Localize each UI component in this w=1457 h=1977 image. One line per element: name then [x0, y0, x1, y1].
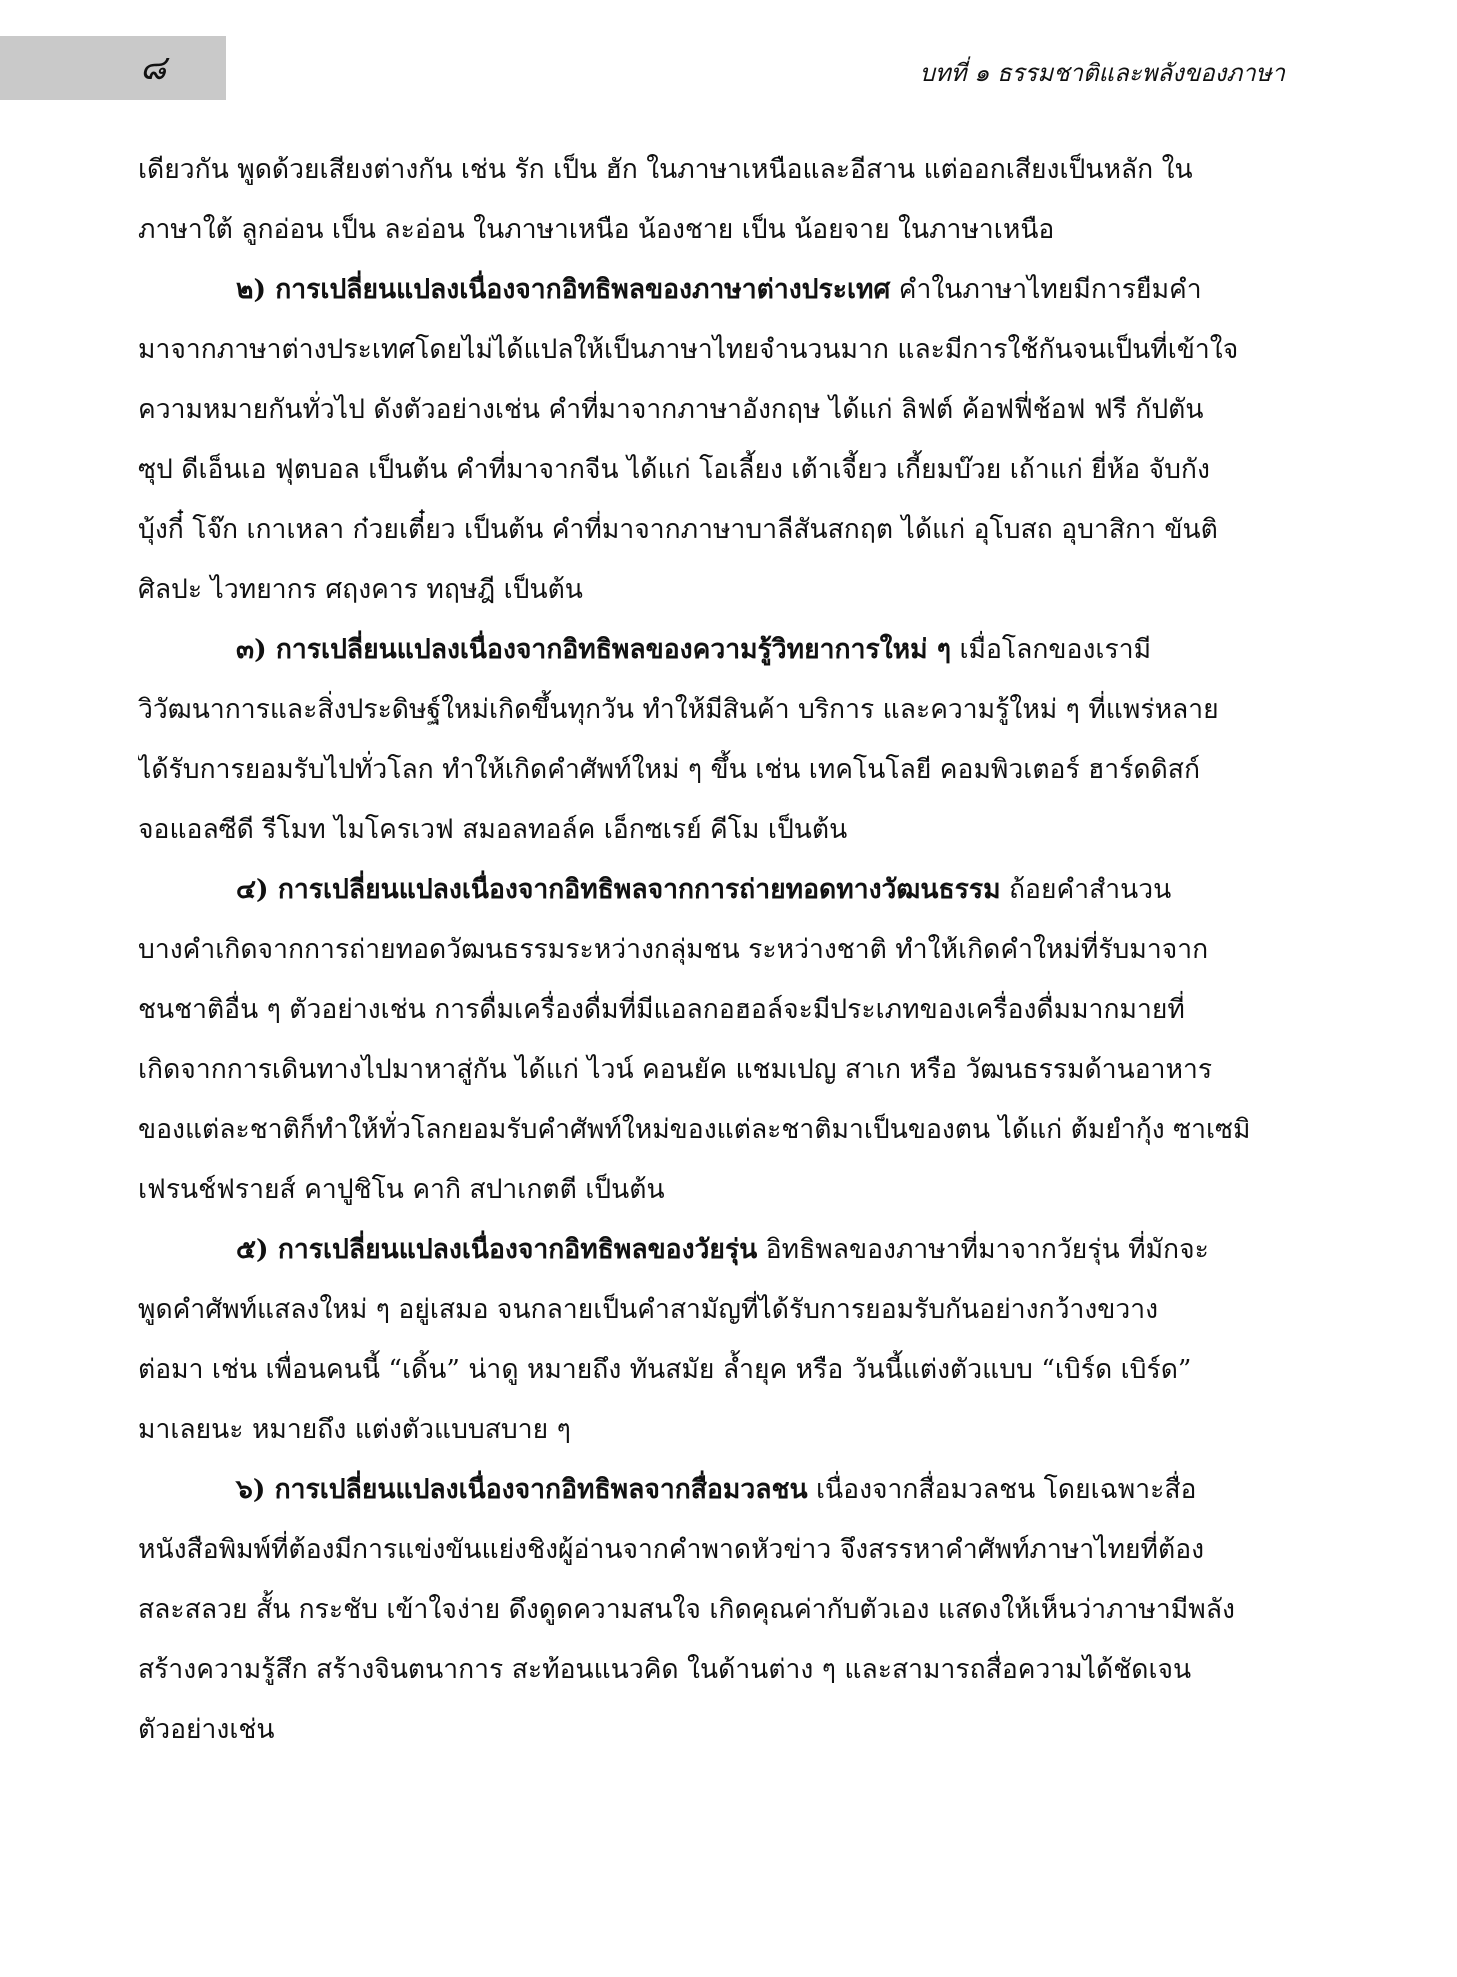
section-heading: ๖) การเปลี่ยนแปลงเนื่องจากอิทธิพลจากสื่อมวลชน	[236, 1474, 808, 1505]
page-number: ๘	[140, 48, 167, 88]
line-text: ภาษาใต้ ลูกอ่อน เป็น ละอ่อน ในภาษาเหนือ น้องชาย เป็น น้อยจาย ในภาษาเหนือ	[138, 214, 1055, 245]
text-line	[138, 680, 1282, 740]
text-line	[138, 200, 1282, 260]
line-text: เนื่องจากสื่อมวลชน โดยเฉพาะสื่อ	[807, 1474, 1197, 1505]
text-line	[138, 1040, 1282, 1100]
text-line	[138, 980, 1282, 1040]
page-number-box	[0, 36, 226, 100]
line-text: ต่อมา เช่น เพื่อนคนนี้ “เดิ้น” น่าดู หมายถึง ทันสมัย ล้ำยุค หรือ วันนี้แต่งตัวแบบ “เบิร์ด เบิร์ด”	[138, 1354, 1192, 1385]
line-text: สร้างความรู้สึก สร้างจินตนาการ สะท้อนแนวคิด ในด้านต่าง ๆ และสามารถสื่อความได้ชัดเจน	[138, 1654, 1192, 1685]
text-line	[138, 140, 1282, 200]
line-text: คำในภาษาไทยมีการยืมคำ	[890, 274, 1202, 305]
line-text: สละสลวย สั้น กระชับ เข้าใจง่าย ดึงดูดความสนใจ เกิดคุณค่ากับตัวเอง แสดงให้เห็นว่าภาษามีพลัง	[138, 1594, 1235, 1625]
text-line	[138, 1100, 1282, 1160]
text-line	[138, 860, 1282, 920]
text-line	[138, 380, 1282, 440]
line-text: จอแอลซีดี รีโมท ไมโครเวฟ สมอลทอล์ค เอ็กซเรย์ คีโม เป็นต้น	[138, 814, 848, 845]
text-line	[138, 740, 1282, 800]
line-text: วิวัฒนาการและสิ่งประดิษฐ์ใหม่เกิดขึ้นทุกวัน ทำให้มีสินค้า บริการ และความรู้ใหม่ ๆ ที่แพร่หลาย	[138, 694, 1219, 725]
line-text: เมื่อโลกของเรามี	[951, 634, 1152, 665]
text-line	[138, 500, 1282, 560]
line-text: เดียวกัน พูดด้วยเสียงต่างกัน เช่น รัก เป็น ฮัก ในภาษาเหนือและอีสาน แต่ออกเสียงเป็นหลัก ใน	[138, 154, 1193, 185]
text-line	[138, 1460, 1282, 1520]
text-line	[138, 800, 1282, 860]
text-line	[138, 1580, 1282, 1640]
text-line	[138, 1640, 1282, 1700]
line-text: ของแต่ละชาติก็ทำให้ทั่วโลกยอมรับคำศัพท์ใหม่ของแต่ละชาติมาเป็นของตน ได้แก่ ต้มยำกุ้ง ซาเซมิ	[138, 1114, 1251, 1145]
line-text: ได้รับการยอมรับไปทั่วโลก ทำให้เกิดคำศัพท์ใหม่ ๆ ขึ้น เช่น เทคโนโลยี คอมพิวเตอร์ ฮาร์ดดิสก์	[138, 754, 1201, 785]
section-heading: ๕) การเปลี่ยนแปลงเนื่องจากอิทธิพลของวัยรุ่น	[236, 1234, 758, 1265]
line-text: มาเลยนะ หมายถึง แต่งตัวแบบสบาย ๆ	[138, 1414, 571, 1445]
running-header: บทที่ ๑ ธรรมชาติและพลังของภาษา	[919, 59, 1285, 87]
line-text: ซุป ดีเอ็นเอ ฟุตบอล เป็นต้น คำที่มาจากจีน ได้แก่ โอเลี้ยง เต้าเจี้ยว เกี้ยมบ๊วย เถ้าแก่ ยี่ห้อ จับกัง	[138, 454, 1210, 485]
text-line	[138, 440, 1282, 500]
text-line	[138, 920, 1282, 980]
section-heading: ๒) การเปลี่ยนแปลงเนื่องจากอิทธิพลของภาษาต่างประเทศ	[236, 274, 891, 305]
section-heading: ๓) การเปลี่ยนแปลงเนื่องจากอิทธิพลของความรู้วิทยาการใหม่ ๆ	[236, 634, 952, 665]
text-line	[138, 1160, 1282, 1220]
text-line	[138, 1340, 1282, 1400]
text-line	[138, 1520, 1282, 1580]
line-text: ความหมายกันทั่วไป ดังตัวอย่างเช่น คำที่มาจากภาษาอังกฤษ ได้แก่ ลิฟต์ ค้อฟฟี่ช้อฟ ฟรี กัปตัน	[138, 394, 1204, 425]
line-text: พูดคำศัพท์แสลงใหม่ ๆ อยู่เสมอ จนกลายเป็นคำสามัญที่ได้รับการยอมรับกันอย่างกว้างขวาง	[138, 1294, 1159, 1325]
text-line	[138, 1400, 1282, 1460]
line-text: อิทธิพลของภาษาที่มาจากวัยรุ่น ที่มักจะ	[757, 1234, 1209, 1265]
text-line	[138, 320, 1282, 380]
line-text: ชนชาติอื่น ๆ ตัวอย่างเช่น การดื่มเครื่องดื่มที่มีแอลกอฮอล์จะมีประเภทของเครื่องดื่มมากมายที่	[138, 994, 1185, 1025]
line-text: ศิลปะ ไวทยากร ศฤงคาร ทฤษฎี เป็นต้น	[138, 574, 583, 605]
text-line	[138, 1220, 1282, 1280]
line-text: หนังสือพิมพ์ที่ต้องมีการแข่งขันแย่งชิงผู้อ่านจากคำพาดหัวข่าว จึงสรรหาคำศัพท์ภาษาไทยที่ต้อง	[138, 1534, 1205, 1565]
line-text: มาจากภาษาต่างประเทศโดยไม่ได้แปลให้เป็นภาษาไทยจำนวนมาก และมีการใช้กันจนเป็นที่เข้าใจ	[138, 334, 1239, 365]
line-text: บางคำเกิดจากการถ่ายทอดวัฒนธรรมระหว่างกลุ่มชน ระหว่างชาติ ทำให้เกิดคำใหม่ที่รับมาจาก	[138, 934, 1209, 965]
line-text: ตัวอย่างเช่น	[138, 1714, 275, 1745]
section-heading: ๔) การเปลี่ยนแปลงเนื่องจากอิทธิพลจากการถ่ายทอดทางวัฒนธรรม	[236, 874, 1001, 905]
text-line	[138, 1280, 1282, 1340]
line-text: บุ้งกี๋ โจ๊ก เกาเหลา ก๋วยเตี๋ยว เป็นต้น คำที่มาจากภาษาบาลีสันสกฤต ได้แก่ อุโบสถ อุบาสิกา ขันติ	[138, 514, 1218, 545]
text-line	[138, 260, 1282, 320]
line-text: ถ้อยคำสำนวน	[1000, 874, 1172, 905]
text-line	[138, 620, 1282, 680]
body-text	[138, 140, 1282, 1760]
line-text: เกิดจากการเดินทางไปมาหาสู่กัน ได้แก่ ไวน์ คอนยัค แชมเปญ สาเก หรือ วัฒนธรรมด้านอาหาร	[138, 1054, 1213, 1085]
text-line	[138, 560, 1282, 620]
text-line	[138, 1700, 1282, 1760]
line-text: เฟรนช์ฟรายส์ คาปูชิโน คากิ สปาเกตตี เป็นต้น	[138, 1174, 665, 1205]
